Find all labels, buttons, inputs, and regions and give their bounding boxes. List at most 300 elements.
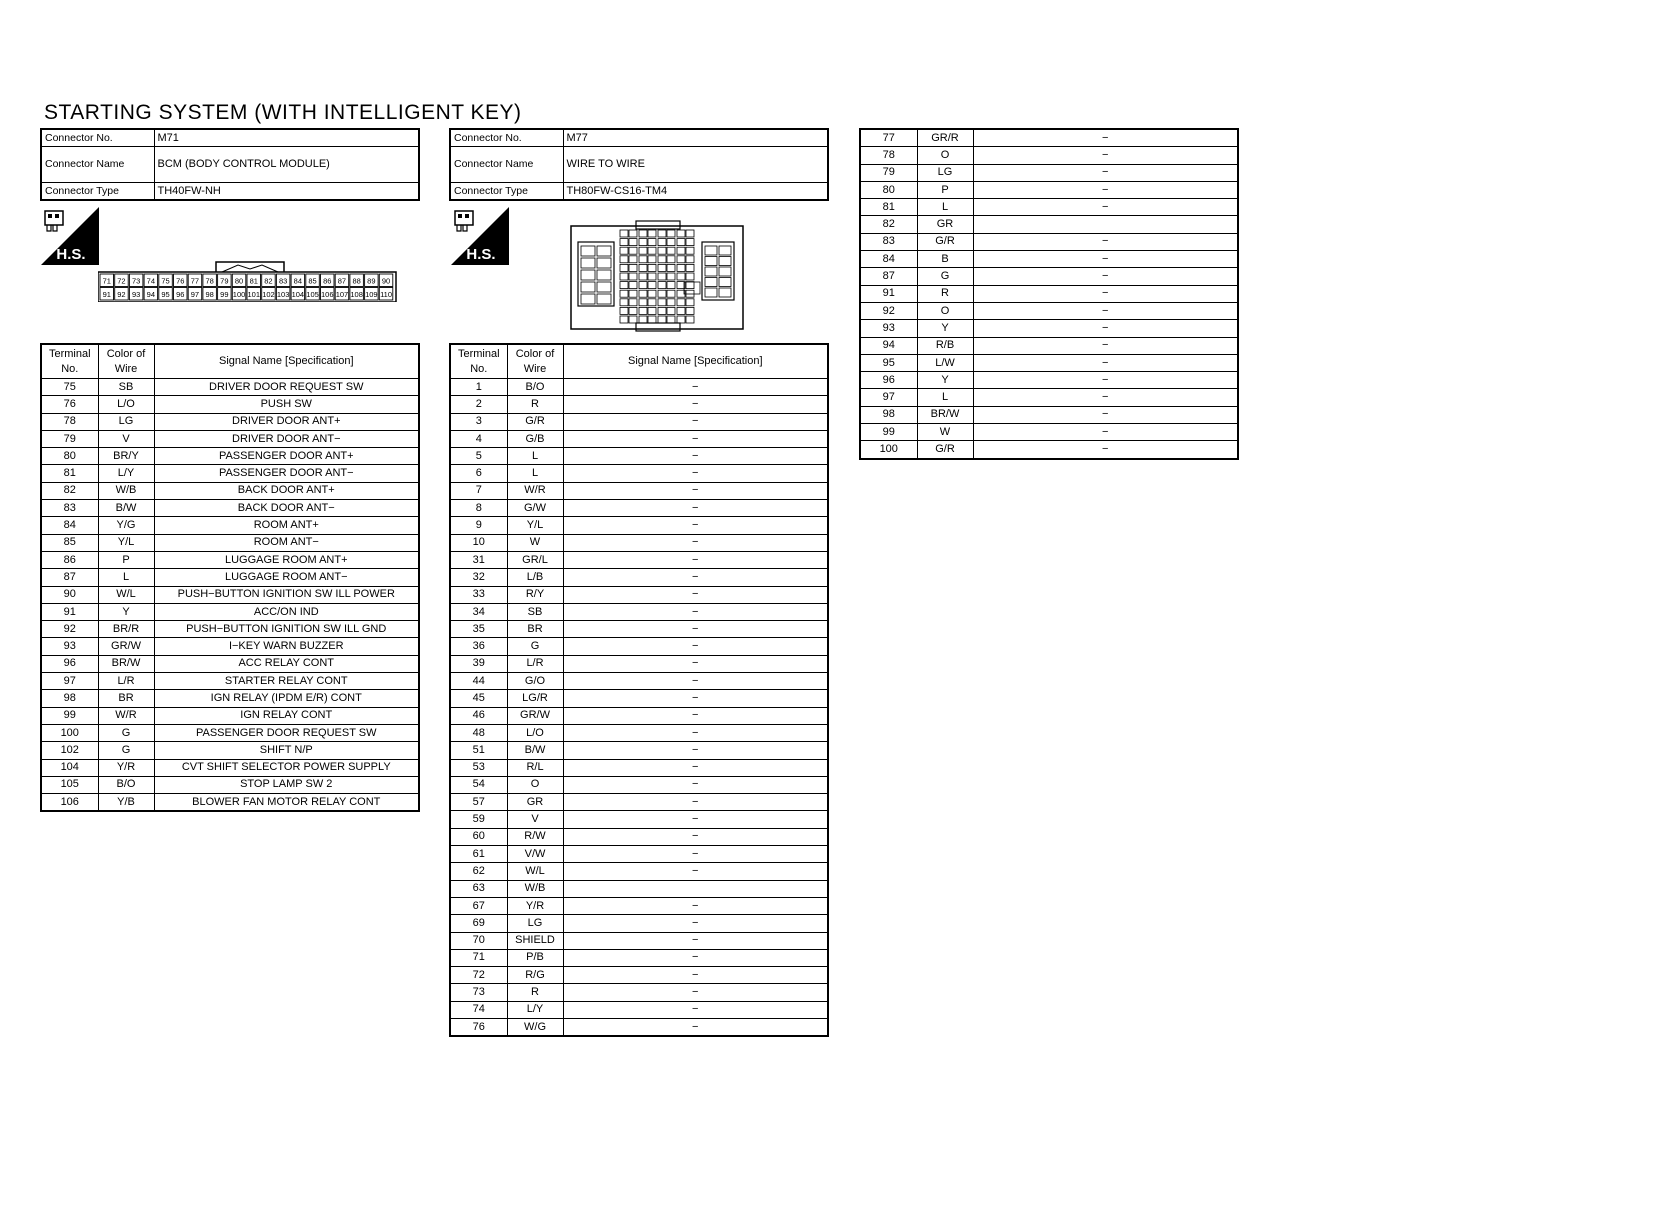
connector-cavity [686, 264, 694, 271]
table-row [450, 932, 828, 949]
signal-name-cell: − [563, 413, 828, 430]
connector-cavity [658, 290, 666, 297]
signal-name-cell: − [563, 1001, 828, 1018]
connector-cavity [581, 270, 595, 280]
connector-cavity [639, 290, 647, 297]
table-row [41, 655, 419, 672]
wire-color-cell: B/O [98, 776, 154, 793]
terminal-no-cell: 87 [41, 569, 98, 586]
terminal-no-cell: 82 [41, 482, 98, 499]
wire-color-cell: BR/W [917, 406, 973, 423]
signal-name-cell: − [563, 430, 828, 447]
wire-color-cell: GR [917, 216, 973, 233]
wire-color-cell: P [917, 181, 973, 198]
signal-name-cell: PUSH−BUTTON IGNITION SW ILL GND [154, 621, 419, 638]
connector-cavity [648, 282, 656, 289]
wire-color-cell: W [507, 534, 563, 551]
connector-cavity [620, 247, 628, 254]
connector-cavity [629, 230, 637, 237]
m71-connector-type: TH40FW-NH [154, 183, 419, 201]
connector-cavity [658, 282, 666, 289]
terminal-no-cell: 80 [860, 181, 917, 198]
wire-color-cell: V [98, 430, 154, 447]
wire-color-cell: B [917, 251, 973, 268]
table-row [860, 216, 1238, 233]
table-row [450, 724, 828, 741]
signal-name-cell [973, 216, 1238, 233]
wire-color-cell: GR [507, 794, 563, 811]
connector-cavity [597, 246, 611, 256]
terminal-no-cell: 9 [450, 517, 507, 534]
signal-name-cell: − [563, 742, 828, 759]
table-row [450, 1001, 828, 1018]
wire-color-cell: GR/R [917, 129, 973, 147]
connector-cavity [667, 230, 675, 237]
connector-cavity [719, 257, 731, 266]
terminal-no-cell: 39 [450, 655, 507, 672]
table-row [450, 551, 828, 568]
table-row [450, 673, 828, 690]
signal-name-cell: − [973, 181, 1238, 198]
connector-pin-number: 76 [176, 276, 185, 286]
m77-connector-type: TH80FW-CS16-TM4 [563, 183, 828, 201]
connector-cavity [684, 282, 700, 294]
connector-cavity [719, 246, 731, 255]
connector-cavity [658, 307, 666, 314]
wire-color-cell: W/R [507, 482, 563, 499]
m77-pin-table [449, 343, 829, 1037]
signal-name-cell: − [563, 690, 828, 707]
connector-cavity [658, 247, 666, 254]
table-row [860, 320, 1238, 337]
signal-name-cell: − [563, 621, 828, 638]
wire-color-cell: R/B [917, 337, 973, 354]
connector-cavity [581, 246, 595, 256]
table-row [860, 441, 1238, 459]
table-row [41, 690, 419, 707]
table-row [450, 794, 828, 811]
connector-cavity [667, 256, 675, 263]
connector-name-label: Connector Name [41, 147, 154, 183]
signal-name-cell: − [563, 828, 828, 845]
table-row [450, 534, 828, 551]
terminal-no-cell: 48 [450, 724, 507, 741]
connector-pin-number: 73 [131, 276, 141, 286]
terminal-no-cell: 106 [41, 794, 98, 812]
table-row [450, 448, 828, 465]
terminal-no-cell: 7 [450, 482, 507, 499]
terminal-no-cell: 99 [860, 424, 917, 441]
wire-color-cell: G/B [507, 430, 563, 447]
connector-no-label: Connector No. [450, 129, 563, 147]
terminal-column-header: Terminal No. [450, 344, 507, 379]
signal-name-cell: ROOM ANT+ [154, 517, 419, 534]
table-row [860, 268, 1238, 285]
connector-cavity [677, 239, 685, 246]
table-row [450, 707, 828, 724]
signal-name-cell: ACC RELAY CONT [154, 655, 419, 672]
table-row [860, 337, 1238, 354]
connector-pin-number: 71 [102, 276, 111, 286]
signal-name-cell: − [563, 534, 828, 551]
wire-color-cell: V/W [507, 846, 563, 863]
connector-pin-number: 82 [264, 276, 273, 286]
signal-name-cell: − [563, 396, 828, 413]
connector-cavity [686, 256, 694, 263]
wire-color-cell: L/B [507, 569, 563, 586]
terminal-no-cell: 91 [860, 285, 917, 302]
wire-color-cell: BR/Y [98, 448, 154, 465]
terminal-no-cell: 102 [41, 742, 98, 759]
wire-color-cell: SHIELD [507, 932, 563, 949]
signal-name-cell: PUSH SW [154, 396, 419, 413]
signal-name-cell: − [973, 354, 1238, 371]
connector-cavity [719, 288, 731, 297]
connector-cavity [667, 247, 675, 254]
signal-name-cell: − [973, 441, 1238, 459]
connector-cavity [639, 264, 647, 271]
connector-cavity [705, 246, 717, 255]
connector-pin-number: 77 [190, 276, 200, 286]
terminal-no-cell: 98 [41, 690, 98, 707]
connector-pin-number: 84 [293, 276, 303, 286]
signal-name-cell: − [563, 776, 828, 793]
signal-name-cell: − [563, 379, 828, 396]
signal-name-cell: − [973, 372, 1238, 389]
table-row [450, 828, 828, 845]
connector-pin-number: 94 [146, 290, 156, 299]
table-row [860, 389, 1238, 406]
wire-color-cell: GR/L [507, 551, 563, 568]
connector-cavity [597, 294, 611, 304]
signal-name-cell: DRIVER DOOR REQUEST SW [154, 379, 419, 396]
connector-cavity [639, 273, 647, 280]
table-row [860, 233, 1238, 250]
connector-cavity [648, 299, 656, 306]
terminal-no-cell: 10 [450, 534, 507, 551]
connector-cavity [648, 239, 656, 246]
table-row [860, 147, 1238, 164]
terminal-no-cell: 76 [41, 396, 98, 413]
connector-pin-number: 107 [335, 290, 349, 299]
wire-color-cell: G/W [507, 500, 563, 517]
connector-pin-number: 95 [161, 290, 170, 299]
connector-cavity [677, 256, 685, 263]
terminal-no-cell: 6 [450, 465, 507, 482]
wire-color-cell: L/O [507, 724, 563, 741]
connector-pin-number: 103 [276, 290, 290, 299]
wire-color-cell: L [507, 448, 563, 465]
connector-cavity [597, 282, 611, 292]
wire-color-cell: O [507, 776, 563, 793]
connector-pin-number: 75 [161, 276, 170, 286]
connector-cavity [629, 290, 637, 297]
signal-name-cell: − [563, 603, 828, 620]
connector-cavity [620, 230, 628, 237]
terminal-no-cell: 92 [860, 302, 917, 319]
terminal-no-cell: 76 [450, 1018, 507, 1036]
terminal-no-cell: 72 [450, 967, 507, 984]
signal-name-cell: PUSH−BUTTON IGNITION SW ILL POWER [154, 586, 419, 603]
wire-color-cell: LG/R [507, 690, 563, 707]
signal-name-cell: LUGGAGE ROOM ANT− [154, 569, 419, 586]
terminal-no-cell: 97 [860, 389, 917, 406]
signal-name-cell: DRIVER DOOR ANT+ [154, 413, 419, 430]
table-row [41, 534, 419, 551]
table-row [41, 742, 419, 759]
signal-name-cell [563, 880, 828, 897]
connector-cavity [620, 299, 628, 306]
terminal-no-cell: 62 [450, 863, 507, 880]
table-row [41, 517, 419, 534]
table-row [450, 776, 828, 793]
connector-cavity [677, 230, 685, 237]
wire-color-cell: G [98, 724, 154, 741]
connector-cavity [677, 307, 685, 314]
terminal-no-cell: 35 [450, 621, 507, 638]
connector-cavity [620, 256, 628, 263]
connector-cavity [667, 239, 675, 246]
signal-name-cell: − [563, 500, 828, 517]
signal-name-cell: − [563, 724, 828, 741]
table-row [41, 759, 419, 776]
terminal-no-cell: 93 [860, 320, 917, 337]
terminal-no-cell: 67 [450, 897, 507, 914]
terminal-no-cell: 85 [41, 534, 98, 551]
table-row [450, 1018, 828, 1036]
connector-cavity [581, 282, 595, 292]
wire-color-cell: W/G [507, 1018, 563, 1036]
signal-name-cell: − [973, 406, 1238, 423]
terminal-no-cell: 78 [860, 147, 917, 164]
terminal-no-cell: 59 [450, 811, 507, 828]
terminal-no-cell: 104 [41, 759, 98, 776]
table-row [450, 915, 828, 932]
m77-header-table [449, 128, 829, 201]
table-row [41, 603, 419, 620]
connector-pin-number: 83 [278, 276, 288, 286]
wire-color-cell: O [917, 147, 973, 164]
signal-name-cell: − [973, 268, 1238, 285]
connector-pin-number: 96 [176, 290, 185, 299]
m77-connector-no: M77 [563, 129, 828, 147]
terminal-no-cell: 4 [450, 430, 507, 447]
terminal-no-cell: 51 [450, 742, 507, 759]
hs-badge-text: H.S. [56, 246, 86, 263]
wire-color-cell: R/W [507, 828, 563, 845]
signal-name-cell: − [973, 285, 1238, 302]
wire-color-cell: B/W [507, 742, 563, 759]
connector-pin-number: 108 [350, 290, 363, 299]
wire-color-cell: Y [98, 603, 154, 620]
connector-cavity [620, 316, 628, 323]
terminal-no-cell: 74 [450, 1001, 507, 1018]
connector-cavity [620, 290, 628, 297]
signal-name-cell: BLOWER FAN MOTOR RELAY CONT [154, 794, 419, 812]
wire-color-cell: R [507, 396, 563, 413]
terminal-no-cell: 98 [860, 406, 917, 423]
wire-color-cell: B/O [507, 379, 563, 396]
connector-pin-number: 89 [367, 276, 376, 286]
signal-name-cell: − [563, 673, 828, 690]
wire-color-cell: Y [917, 320, 973, 337]
signal-name-cell: − [563, 759, 828, 776]
table-row [450, 621, 828, 638]
table-row [450, 690, 828, 707]
m71-pin-table [40, 343, 420, 812]
signal-name-cell: − [563, 465, 828, 482]
connector-pin-number: 106 [320, 290, 334, 299]
signal-name-cell: BACK DOOR ANT+ [154, 482, 419, 499]
terminal-column-header: Terminal No. [41, 344, 98, 379]
signal-name-cell: − [973, 337, 1238, 354]
signal-name-cell: STARTER RELAY CONT [154, 673, 419, 690]
connector-cavity [705, 278, 717, 287]
terminal-no-cell: 96 [41, 655, 98, 672]
connector-cavity [620, 239, 628, 246]
table-row [860, 424, 1238, 441]
connector-cavity [639, 316, 647, 323]
wire-color-cell: SB [507, 603, 563, 620]
connector-pin-number: 72 [117, 276, 126, 286]
table-row [450, 880, 828, 897]
connector-cavity [705, 267, 717, 276]
wire-color-cell: L/Y [98, 465, 154, 482]
connector-pin-number: 78 [205, 276, 214, 286]
connector-pin-number: 98 [205, 290, 214, 299]
wire-color-cell: W/L [98, 586, 154, 603]
table-row [860, 199, 1238, 216]
connector-cavity [639, 282, 647, 289]
connector-cavity [667, 316, 675, 323]
connector-cavity [639, 239, 647, 246]
connector-cavity [620, 282, 628, 289]
table-row [450, 482, 828, 499]
signal-name-cell: − [563, 551, 828, 568]
terminal-no-cell: 79 [860, 164, 917, 181]
connector-cavity [719, 267, 731, 276]
connector-pin-number: 100 [232, 290, 246, 299]
table-row [860, 354, 1238, 371]
connector-cavity [686, 247, 694, 254]
wire-color-cell: G/R [917, 441, 973, 459]
wire-color-cell: L [917, 199, 973, 216]
terminal-no-cell: 60 [450, 828, 507, 845]
terminal-no-cell: 84 [860, 251, 917, 268]
terminal-no-cell: 53 [450, 759, 507, 776]
table-row [41, 551, 419, 568]
connector-cavity [658, 230, 666, 237]
connector-cavity [648, 247, 656, 254]
connector-cavity [648, 316, 656, 323]
terminal-no-cell: 91 [41, 603, 98, 620]
signal-name-cell: − [973, 129, 1238, 147]
terminal-no-cell: 44 [450, 673, 507, 690]
terminal-no-cell: 82 [860, 216, 917, 233]
terminal-no-cell: 61 [450, 846, 507, 863]
connector-cavity [686, 282, 694, 289]
terminal-no-cell: 2 [450, 396, 507, 413]
wire-color-cell: BR [507, 621, 563, 638]
table-row [450, 846, 828, 863]
wire-color-cell: Y/L [98, 534, 154, 551]
connector-pin-number: 92 [117, 290, 126, 299]
table-row [41, 621, 419, 638]
terminal-no-cell: 105 [41, 776, 98, 793]
table-row [41, 569, 419, 586]
connector-pin-number: 93 [131, 290, 141, 299]
m71-connector-no: M71 [154, 129, 419, 147]
m77-pin-table-continued [859, 128, 1239, 460]
wire-color-cell: Y [917, 372, 973, 389]
connector-cavity [686, 230, 694, 237]
color-column-header: Color of Wire [98, 344, 154, 379]
table-row [41, 430, 419, 447]
wire-color-cell: G/R [507, 413, 563, 430]
wire-color-cell: R/G [507, 967, 563, 984]
signal-name-cell: SHIFT N/P [154, 742, 419, 759]
signal-name-cell: − [973, 320, 1238, 337]
terminal-no-cell: 34 [450, 603, 507, 620]
connector-cavity [677, 264, 685, 271]
table-row [450, 655, 828, 672]
connector-cavity [667, 273, 675, 280]
signal-name-cell: − [973, 424, 1238, 441]
terminal-no-cell: 79 [41, 430, 98, 447]
table-row [41, 673, 419, 690]
signal-name-cell: IGN RELAY (IPDM E/R) CONT [154, 690, 419, 707]
terminal-no-cell: 3 [450, 413, 507, 430]
wire-color-cell: R/L [507, 759, 563, 776]
table-row [450, 811, 828, 828]
connector-cavity [629, 299, 637, 306]
terminal-no-cell: 83 [860, 233, 917, 250]
terminal-no-cell: 99 [41, 707, 98, 724]
connector-name-label: Connector Name [450, 147, 563, 183]
connector-cavity [648, 273, 656, 280]
connector-cavity [581, 294, 595, 304]
connector-cavity [677, 273, 685, 280]
terminal-no-cell: 45 [450, 690, 507, 707]
table-row [450, 430, 828, 447]
connector-pin-number: 105 [306, 290, 319, 299]
connector-type-label: Connector Type [41, 183, 154, 201]
table-row [450, 863, 828, 880]
connector-pin-number: 80 [234, 276, 244, 286]
wire-color-cell: L [917, 389, 973, 406]
terminal-no-cell: 70 [450, 932, 507, 949]
terminal-no-cell: 77 [860, 129, 917, 147]
connector-cavity [686, 316, 694, 323]
table-row [41, 707, 419, 724]
color-column-header: Color of Wire [507, 344, 563, 379]
wire-color-cell: Y/B [98, 794, 154, 812]
connector-cavity [719, 278, 731, 287]
wire-color-cell: G [507, 638, 563, 655]
terminal-no-cell: 94 [860, 337, 917, 354]
table-row [860, 285, 1238, 302]
signal-name-cell: − [563, 448, 828, 465]
connector-pin-number: 102 [262, 290, 275, 299]
table-row [41, 638, 419, 655]
connector-cavity [648, 290, 656, 297]
connector-cavity [620, 307, 628, 314]
terminal-no-cell: 78 [41, 413, 98, 430]
table-row [450, 379, 828, 396]
table-row [41, 379, 419, 396]
wire-color-cell: P [98, 551, 154, 568]
table-row [41, 500, 419, 517]
